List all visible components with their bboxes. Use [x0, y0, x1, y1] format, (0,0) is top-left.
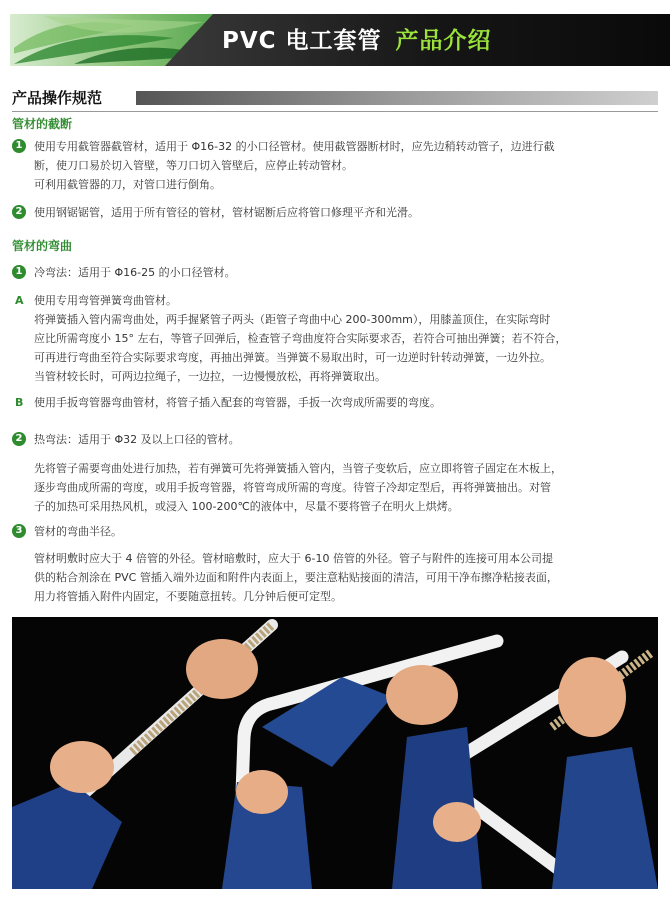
hot-bend-text: 热弯法：适用于 Φ32 及以上口径的管材。 [34, 433, 240, 446]
bend-radius-detail: 管材明敷时应大于 4 倍管的外径。管材暗敷时，应大于 6-10 倍管的外径。管子与附件的连接可用本公司提 供的粘合剂涂在 PVC 管插入端外边面和附件内表面上，要注意粘贴接面的清洁，可用干净布擦净粘接表面， 用力将管插入附件内固定，不要随意扭转。几分钟后便可定型。 [34, 552, 558, 603]
method-b-text: 使用手扳弯管器弯曲管材，将管子插入配套的弯管器，手扳一次弯成所需要的弯度。 [34, 396, 441, 409]
cutting-item-2-text: 使用钢锯锯管，适用于所有管径的管材，管材锯断后应将管口修理平齐和光滑。 [34, 206, 419, 219]
method-a-text: 使用专用弯管弹簧弯曲管材。 将弹簧插入管内需弯曲处，两手握紧管子两头（距管子弯曲中心 200-300mm），用膝盖顶住，在实际弯时 应比所需弯度小 15° 左右，等管子回弹后，检查管子弯曲度符合实际要求否，若符合可抽出弹簧；若不符合， 可再进行弯曲至符合实际要求弯度，再抽出弹簧。当弹簧不易取出时，可一边逆时针转动弹簧，一边外拉。 当管材较长时，可两边拉绳子，一边拉，一边慢慢放松，再将弹簧取出。 [34, 294, 567, 383]
cutting-heading: 管材的截断 [12, 117, 73, 131]
method-b-item [12, 393, 658, 412]
bend-radius-item [12, 522, 658, 541]
section-divider [12, 111, 658, 112]
number-badge: 2 [12, 432, 26, 446]
number-badge: 1 [12, 265, 26, 279]
cold-bend-item [12, 263, 658, 282]
hot-bend-detail: 先将管子需要弯曲处进行加热，若有弹簧可先将弹簧插入管内，当管子变软后，应立即将管子固定在木板上， 逐步弯曲成所需的弯度，或用手扳弯管器，将管弯成所需的弯度。待管子冷却定型后，再将弹簧抽出。对管 子的加热可采用热风机，或浸入 100-200℃的液体中，尽量不要将管子在明火上烘烤。 [34, 462, 562, 513]
banner-title [222, 24, 492, 58]
section-title-bar [136, 91, 658, 105]
method-a-item [12, 291, 658, 386]
banner-title-intro: 产品介绍 [395, 28, 492, 54]
cold-bend-text: 冷弯法：适用于 Φ16-25 的小口径管材。 [34, 266, 236, 279]
letter-marker-a: A [15, 294, 24, 307]
cutting-item-1 [12, 137, 658, 194]
number-badge: 1 [12, 139, 26, 153]
section-header [12, 88, 658, 108]
cutting-item-1-text: 使用专用截管器截管材，适用于 Φ16-32 的小口径管材。使用截管器断材时，应先边稍转动管子，边进行截 断，使刀口易於切入管壁，等刀口切入管壁后，应停止转动管材。 可利用截管器的刀，对管口进行倒角。 [34, 140, 555, 191]
banner-title-product: PVC 电工套管 [222, 28, 382, 54]
number-badge: 2 [12, 205, 26, 219]
section-title: 产品操作规范 [12, 89, 103, 107]
cutting-item-2 [12, 203, 658, 222]
pipe-bending-illustration [12, 617, 658, 889]
number-badge: 3 [12, 524, 26, 538]
pipe-bending-photo [12, 617, 658, 889]
letter-marker-b: B [15, 396, 24, 409]
bending-heading: 管材的弯曲 [12, 239, 73, 253]
bend-radius-text: 管材的弯曲半径。 [34, 525, 122, 538]
hot-bend-item [12, 430, 658, 449]
header-banner [0, 0, 670, 70]
